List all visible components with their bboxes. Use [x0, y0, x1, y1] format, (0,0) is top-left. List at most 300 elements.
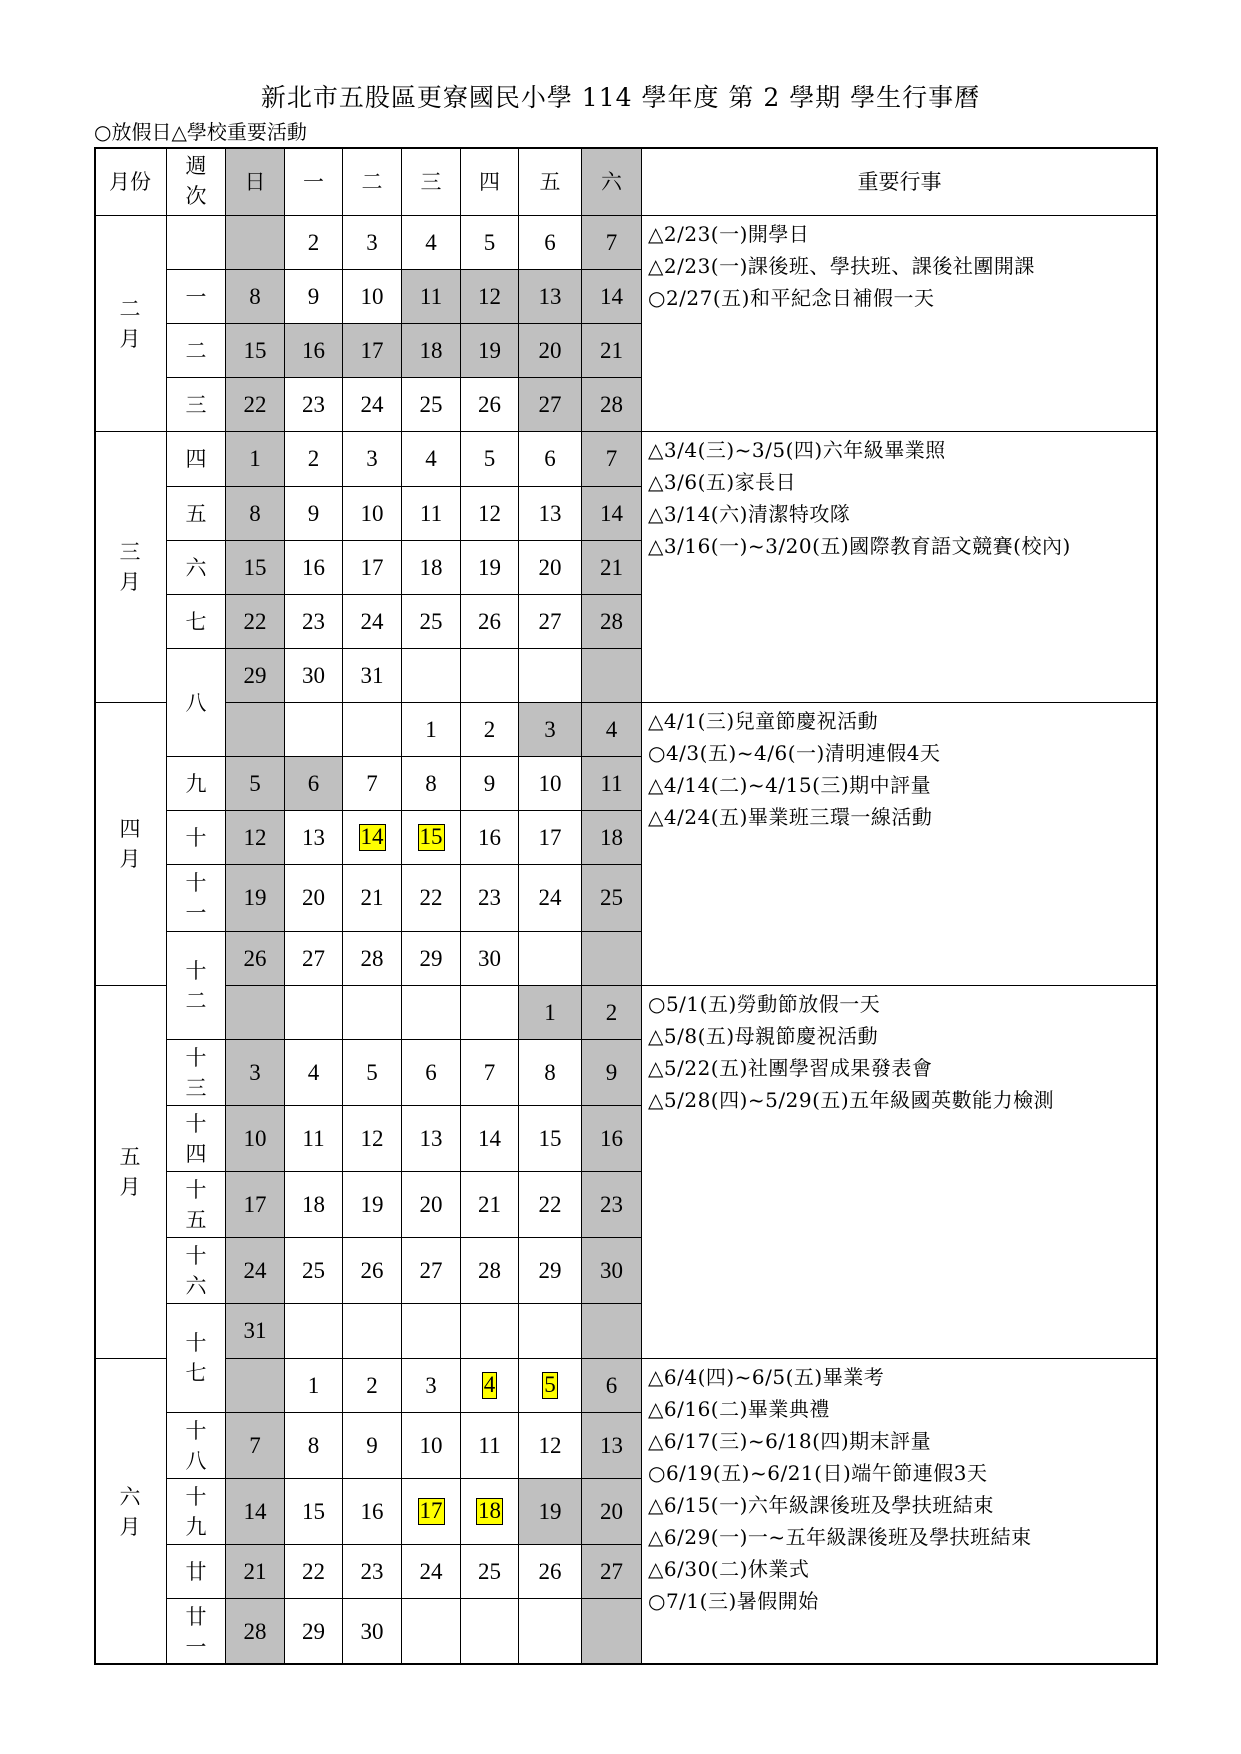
day-cell — [582, 541, 642, 595]
day-number: 15 — [243, 554, 267, 580]
month-label: 二 — [119, 296, 141, 321]
day-cell — [402, 216, 461, 270]
day-cell — [461, 432, 519, 487]
week-label: 十 — [185, 825, 207, 850]
day-number: 22 — [243, 391, 267, 417]
day-cell — [461, 932, 519, 986]
day-number: 15 — [302, 1498, 325, 1524]
day-number: 26 — [538, 1558, 562, 1584]
event-item: △3/14(六)清潔特攻隊 — [648, 502, 851, 526]
week-label: 一 — [185, 901, 207, 925]
day-cell — [461, 1040, 519, 1106]
week-label: 三 — [185, 392, 207, 417]
day-number: 3 — [544, 716, 556, 742]
day-number: 15 — [538, 1125, 562, 1151]
day-cell — [402, 1359, 461, 1413]
day-cell — [461, 487, 519, 541]
day-cell — [461, 865, 519, 932]
day-cell — [582, 1304, 642, 1359]
day-cell — [402, 1545, 461, 1599]
day-cell — [226, 1599, 285, 1665]
week-cell — [167, 216, 226, 270]
day-number: 26 — [478, 608, 501, 634]
event-item: △4/1(三)兒童節慶祝活動 — [648, 709, 879, 733]
header-day — [461, 147, 519, 216]
day-number: 7 — [605, 229, 618, 255]
day-number: 5 — [249, 770, 261, 796]
day-number: 24 — [360, 608, 384, 634]
day-number: 25 — [419, 608, 443, 634]
page-title: 新北市五股區更寮國民小學 114 學年度 第 2 學期 學生行事曆 — [260, 83, 981, 112]
day-number: 20 — [419, 1191, 443, 1217]
day-cell — [343, 986, 402, 1040]
day-cell — [343, 1413, 402, 1479]
day-number: 2 — [307, 446, 320, 471]
calendar-table — [94, 147, 1158, 1665]
month-label: 月 — [119, 1514, 141, 1539]
day-cell — [402, 1238, 461, 1304]
week-cell — [167, 324, 226, 378]
day-cell — [519, 1238, 582, 1304]
day-number: 24 — [360, 391, 384, 417]
day-cell — [285, 1359, 343, 1413]
day-number: 29 — [302, 1618, 325, 1644]
day-cell — [226, 270, 285, 324]
day-number: 1 — [307, 1372, 320, 1398]
month-label: 五 — [119, 1145, 141, 1169]
day-number: 10 — [360, 283, 384, 309]
day-cell — [285, 216, 343, 270]
header-day-label: 一 — [303, 170, 324, 194]
event-item: △5/22(五)社團學習成果發表會 — [648, 1056, 933, 1080]
day-number: 7 — [605, 446, 618, 471]
day-cell — [582, 1238, 642, 1304]
day-cell — [226, 1304, 285, 1359]
day-cell — [461, 270, 519, 324]
header-day — [582, 147, 642, 216]
day-cell — [519, 986, 582, 1040]
day-number: 6 — [544, 446, 556, 471]
events-cell — [642, 1359, 1158, 1665]
day-cell — [519, 811, 582, 865]
day-cell — [226, 1359, 285, 1413]
day-cell — [402, 757, 461, 811]
day-cell — [285, 703, 343, 757]
month-label: 月 — [119, 570, 141, 594]
day-number: 29 — [419, 945, 443, 971]
event-item: △2/23(一)課後班、學扶班、課後社團開課 — [648, 254, 1035, 278]
header-day — [402, 147, 461, 216]
day-cell — [343, 757, 402, 811]
day-number: 10 — [419, 1432, 443, 1458]
day-number: 18 — [302, 1191, 325, 1217]
event-item: ○5/1(五)勞動節放假一天 — [648, 992, 881, 1016]
day-cell — [519, 1106, 582, 1172]
week-label: 七 — [185, 609, 207, 634]
week-label: 六 — [185, 1273, 207, 1298]
day-number: 13 — [538, 283, 562, 309]
day-cell — [285, 1238, 343, 1304]
day-cell — [582, 1599, 642, 1665]
day-cell — [226, 986, 285, 1040]
day-number: 22 — [419, 885, 443, 910]
day-number: 12 — [538, 1432, 562, 1458]
events-cell — [642, 986, 1158, 1359]
highlighted-day-number: 18 — [478, 1498, 501, 1524]
day-cell — [402, 432, 461, 487]
highlighted-day-number: 4 — [483, 1372, 496, 1398]
event-item: △6/16(二)畢業典禮 — [648, 1397, 830, 1421]
day-number: 6 — [307, 770, 320, 796]
day-cell — [285, 378, 343, 432]
event-item: △3/6(五)家長日 — [648, 470, 797, 494]
day-cell — [285, 1413, 343, 1479]
day-number: 24 — [419, 1558, 443, 1584]
header-month-label: 月份 — [109, 170, 151, 194]
day-cell — [461, 1599, 519, 1665]
header-day — [226, 147, 285, 216]
day-cell — [226, 432, 285, 487]
week-label: 廿 — [185, 1604, 207, 1629]
event-item: ○6/19(五)~6/21(日)端午節連假3天 — [648, 1461, 988, 1485]
month-label: 月 — [119, 1175, 141, 1199]
week-cell — [167, 541, 226, 595]
day-number: 11 — [419, 283, 443, 309]
day-cell — [519, 1359, 582, 1413]
day-cell — [285, 487, 343, 541]
month-label: 月 — [119, 326, 141, 351]
day-cell — [402, 541, 461, 595]
week-label: 二 — [185, 988, 207, 1013]
day-cell — [461, 324, 519, 378]
week-label: 四 — [185, 447, 207, 471]
day-cell — [343, 432, 402, 487]
week-cell — [167, 865, 226, 932]
week-cell — [167, 932, 226, 1040]
day-number: 27 — [538, 608, 562, 634]
day-cell — [461, 1413, 519, 1479]
day-cell — [285, 986, 343, 1040]
day-number: 12 — [243, 824, 267, 850]
day-number: 31 — [360, 662, 384, 688]
day-cell — [285, 649, 343, 703]
day-number: 2 — [605, 999, 618, 1025]
day-number: 22 — [538, 1191, 562, 1217]
day-number: 3 — [366, 446, 378, 471]
week-cell — [167, 1304, 226, 1413]
day-cell — [582, 1172, 642, 1238]
day-cell — [285, 541, 343, 595]
day-number: 23 — [302, 391, 325, 417]
day-number: 22 — [243, 608, 267, 634]
day-number: 9 — [307, 500, 320, 526]
day-cell — [402, 1040, 461, 1106]
week-label: 八 — [185, 690, 207, 715]
day-number: 7 — [366, 770, 378, 796]
event-item: △6/29(一)一~五年級課後班及學扶班結束 — [648, 1525, 1032, 1549]
day-number: 6 — [605, 1372, 618, 1398]
day-cell — [343, 649, 402, 703]
week-cell — [167, 757, 226, 811]
day-cell — [402, 378, 461, 432]
day-number: 21 — [600, 554, 623, 580]
header-day-label: 三 — [420, 170, 442, 194]
event-item: △2/23(一)開學日 — [648, 222, 810, 246]
week-label: 十 — [185, 958, 207, 983]
week-cell — [167, 487, 226, 541]
day-cell — [582, 1545, 642, 1599]
day-cell — [226, 595, 285, 649]
day-number: 11 — [478, 1432, 501, 1458]
highlighted-day-number: 17 — [419, 1498, 443, 1524]
day-cell — [582, 757, 642, 811]
day-cell — [519, 865, 582, 932]
day-cell — [343, 1040, 402, 1106]
day-number: 12 — [478, 283, 501, 309]
day-number: 20 — [538, 337, 562, 363]
week-cell — [167, 1479, 226, 1545]
day-cell — [519, 1479, 582, 1545]
day-number: 23 — [600, 1191, 623, 1217]
day-cell — [582, 216, 642, 270]
day-number: 11 — [419, 500, 443, 526]
week-label: 五 — [185, 501, 207, 526]
day-cell — [343, 865, 402, 932]
day-number: 31 — [243, 1318, 267, 1343]
day-cell — [519, 703, 582, 757]
day-number: 19 — [478, 554, 501, 580]
day-cell — [582, 324, 642, 378]
day-number: 9 — [307, 283, 320, 309]
day-cell — [343, 811, 402, 865]
day-cell — [582, 432, 642, 487]
week-label: 十 — [185, 1111, 207, 1136]
day-cell — [519, 324, 582, 378]
header-week-label: 週 — [185, 154, 207, 178]
event-item: △6/30(二)休業式 — [648, 1557, 810, 1581]
highlighted-day-number: 15 — [419, 824, 443, 850]
month-label: 四 — [119, 817, 141, 841]
day-number: 10 — [538, 770, 562, 796]
day-number: 28 — [478, 1257, 501, 1283]
day-number: 27 — [302, 945, 325, 971]
day-cell — [343, 1304, 402, 1359]
day-cell — [402, 1106, 461, 1172]
day-number: 30 — [302, 662, 325, 688]
day-cell — [343, 595, 402, 649]
day-number: 12 — [360, 1125, 384, 1151]
event-item: ○2/27(五)和平紀念日補假一天 — [648, 286, 935, 310]
day-number: 9 — [366, 1432, 378, 1458]
day-number: 29 — [538, 1257, 562, 1283]
day-number: 16 — [302, 554, 325, 580]
day-number: 9 — [483, 770, 496, 796]
day-number: 9 — [605, 1059, 618, 1085]
day-number: 14 — [600, 283, 623, 309]
day-number: 13 — [302, 824, 325, 850]
week-label: 七 — [185, 1361, 207, 1385]
day-number: 18 — [419, 337, 443, 363]
day-cell — [226, 649, 285, 703]
day-number: 20 — [600, 1498, 623, 1524]
day-number: 7 — [483, 1059, 496, 1085]
day-cell — [582, 703, 642, 757]
header-day-label: 六 — [601, 170, 622, 194]
week-label: 十 — [185, 1177, 207, 1202]
day-number: 15 — [243, 337, 267, 363]
day-number: 10 — [360, 500, 384, 526]
header-events — [642, 147, 1158, 216]
week-label: 十 — [185, 871, 207, 895]
day-number: 4 — [425, 229, 437, 255]
day-cell — [402, 865, 461, 932]
day-cell — [226, 1040, 285, 1106]
header-day-label: 四 — [479, 170, 500, 194]
day-number: 19 — [360, 1191, 384, 1217]
week-label: 十 — [185, 1418, 207, 1443]
day-number: 27 — [538, 391, 562, 417]
day-cell — [461, 703, 519, 757]
day-cell — [285, 932, 343, 986]
day-cell — [519, 378, 582, 432]
day-number: 14 — [243, 1498, 267, 1524]
legend: ○放假日△學校重要活動 — [94, 120, 307, 144]
event-item: △3/16(一)~3/20(五)國際教育語文競賽(校內) — [648, 534, 1071, 558]
day-cell — [226, 487, 285, 541]
day-number: 4 — [605, 716, 618, 742]
highlighted-day-number: 14 — [360, 824, 384, 850]
day-cell — [582, 1359, 642, 1413]
day-number: 7 — [249, 1432, 261, 1458]
day-cell — [343, 1359, 402, 1413]
day-cell — [582, 1040, 642, 1106]
day-cell — [285, 1172, 343, 1238]
day-cell — [226, 811, 285, 865]
day-cell — [461, 649, 519, 703]
week-cell — [167, 1106, 226, 1172]
day-cell — [519, 1545, 582, 1599]
day-number: 25 — [419, 391, 443, 417]
header-day-label: 日 — [244, 170, 266, 194]
day-cell — [226, 1545, 285, 1599]
day-number: 13 — [538, 500, 562, 526]
month-cell — [94, 1359, 167, 1665]
day-cell — [582, 932, 642, 986]
day-number: 13 — [419, 1125, 443, 1151]
day-cell — [582, 1106, 642, 1172]
week-label: 十 — [185, 1331, 207, 1355]
day-number: 16 — [478, 824, 501, 850]
week-label: 二 — [185, 338, 207, 363]
day-number: 18 — [419, 554, 443, 580]
week-cell — [167, 270, 226, 324]
day-cell — [519, 1304, 582, 1359]
day-number: 3 — [425, 1372, 437, 1398]
day-number: 14 — [478, 1125, 501, 1151]
day-cell — [343, 541, 402, 595]
week-cell — [167, 378, 226, 432]
day-number: 17 — [243, 1191, 267, 1217]
day-cell — [285, 1479, 343, 1545]
day-cell — [461, 1304, 519, 1359]
day-cell — [461, 1479, 519, 1545]
day-cell — [519, 270, 582, 324]
day-cell — [343, 1599, 402, 1665]
day-cell — [402, 324, 461, 378]
day-cell — [226, 1238, 285, 1304]
day-cell — [519, 649, 582, 703]
day-number: 19 — [243, 885, 267, 910]
day-number: 21 — [360, 885, 384, 910]
day-number: 25 — [600, 885, 623, 910]
day-cell — [582, 1413, 642, 1479]
day-cell — [226, 703, 285, 757]
day-cell — [226, 932, 285, 986]
day-cell — [519, 1413, 582, 1479]
header-month — [94, 147, 167, 216]
day-cell — [343, 1172, 402, 1238]
day-cell — [285, 1106, 343, 1172]
day-number: 23 — [478, 885, 501, 910]
day-number: 17 — [538, 824, 562, 850]
day-number: 23 — [302, 608, 325, 634]
event-item: △4/24(五)畢業班三環一線活動 — [648, 805, 933, 829]
header-day-label: 二 — [361, 170, 383, 194]
month-label: 六 — [119, 1484, 141, 1509]
day-number: 1 — [249, 446, 261, 471]
events-cell — [642, 432, 1158, 703]
day-cell — [402, 1599, 461, 1665]
day-cell — [582, 270, 642, 324]
day-cell — [402, 811, 461, 865]
day-number: 22 — [302, 1558, 325, 1584]
day-cell — [519, 1040, 582, 1106]
event-item: ○4/3(五)~4/6(一)清明連假4天 — [648, 741, 941, 765]
event-item: △3/4(三)~3/5(四)六年級畢業照 — [648, 438, 946, 462]
day-number: 30 — [600, 1257, 623, 1283]
day-cell — [402, 649, 461, 703]
day-cell — [343, 270, 402, 324]
day-cell — [226, 757, 285, 811]
day-number: 2 — [366, 1372, 378, 1398]
day-cell — [343, 1106, 402, 1172]
day-number: 12 — [478, 500, 501, 526]
day-cell — [226, 865, 285, 932]
day-number: 30 — [360, 1618, 384, 1644]
day-cell — [461, 216, 519, 270]
day-cell — [461, 1545, 519, 1599]
day-cell — [343, 378, 402, 432]
events-cell — [642, 216, 1158, 432]
day-cell — [461, 595, 519, 649]
day-number: 1 — [425, 716, 437, 742]
day-cell — [582, 811, 642, 865]
day-number: 3 — [249, 1059, 261, 1085]
day-cell — [519, 216, 582, 270]
day-number: 28 — [600, 608, 623, 634]
day-cell — [343, 932, 402, 986]
header-week-label: 次 — [185, 184, 207, 208]
day-number: 17 — [360, 554, 384, 580]
day-cell — [226, 1106, 285, 1172]
day-number: 5 — [483, 229, 496, 255]
day-cell — [461, 1238, 519, 1304]
day-cell — [582, 865, 642, 932]
day-number: 26 — [478, 391, 501, 417]
week-cell — [167, 811, 226, 865]
event-item: △6/4(四)~6/5(五)畢業考 — [648, 1365, 885, 1389]
day-cell — [402, 270, 461, 324]
